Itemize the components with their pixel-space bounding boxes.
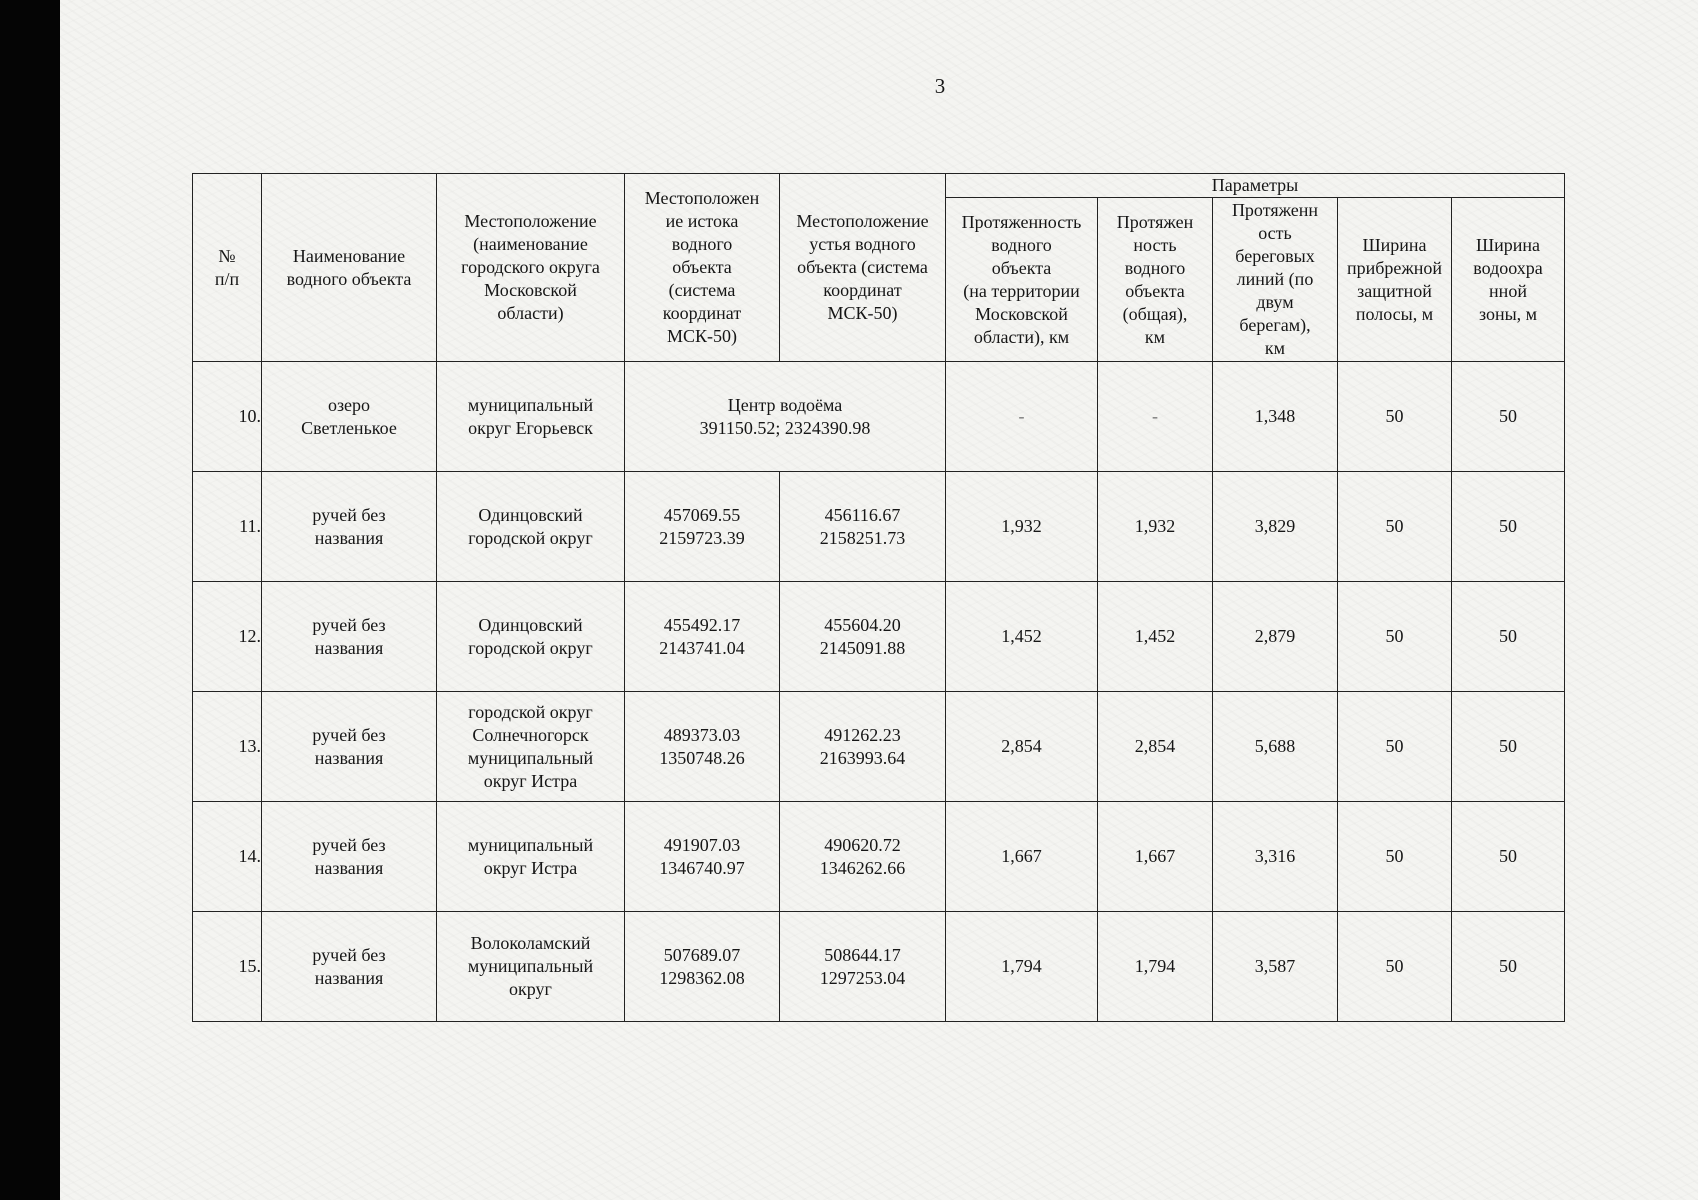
mouth-coordinates: [780, 472, 946, 582]
cell-text-line: городской округ: [468, 527, 593, 548]
cell-text-line: Московской: [484, 280, 577, 300]
row-number: 13.: [193, 692, 262, 802]
cell-text-line: устья водного: [809, 234, 916, 254]
coastal-strip-cell: 50: [1338, 802, 1452, 912]
cell-text-line: водного: [1124, 257, 1186, 278]
protection-zone-cell: 50: [1452, 692, 1565, 802]
location-cell: [437, 582, 625, 692]
cell-text-line: 491262.23: [824, 724, 901, 745]
protection-zone-cell: 50: [1452, 472, 1565, 582]
cell-text-line: Волоколамский: [470, 933, 591, 953]
shoreline-cell: 3,587: [1213, 912, 1338, 1022]
cell-text-line: 2145091.88: [819, 637, 906, 658]
cell-text-line: нной: [1489, 280, 1527, 301]
cell-text-line: 391150.52; 2324390.98: [699, 417, 871, 438]
cell-text-line: Солнечногорск: [472, 724, 589, 745]
cell-text-line: муниципальный: [467, 956, 594, 976]
length-total-cell: 2,854: [1098, 692, 1213, 802]
cell-text-line: объекта: [672, 257, 732, 277]
cell-text-line: полосы, м: [1355, 303, 1434, 324]
coastal-strip-cell: 50: [1338, 692, 1452, 802]
source-coordinates: [625, 802, 780, 912]
cell-text-line: п/п: [214, 268, 240, 289]
cell-text-line: водоохра: [1473, 257, 1543, 278]
cell-text-line: городского округа: [461, 257, 600, 277]
mouth-coordinates: [780, 912, 946, 1022]
water-object-name: [262, 912, 437, 1022]
cell-text-line: области), км: [973, 326, 1070, 347]
location-cell: [437, 912, 625, 1022]
row-number: 10.: [193, 362, 262, 472]
cell-text-line: названия: [314, 747, 384, 768]
cell-text-line: ручей без: [312, 834, 386, 855]
length-region-cell: 1,932: [946, 472, 1098, 582]
cell-text-line: (на территории: [963, 280, 1080, 301]
cell-text-line: Одинцовский: [478, 614, 583, 635]
cell-text-line: 507689.07: [663, 944, 741, 965]
length-region-cell: -: [946, 362, 1098, 472]
cell-text-line: городской округ: [468, 701, 593, 722]
cell-text-line: координат: [823, 280, 902, 300]
cell-text-line: городской округ: [468, 637, 593, 658]
shoreline-cell: 3,316: [1213, 802, 1338, 912]
cell-text-line: берегам),: [1239, 315, 1311, 335]
location-cell: [437, 472, 625, 582]
shoreline-cell: 5,688: [1213, 692, 1338, 802]
water-object-name: [262, 582, 437, 692]
protection-zone-cell: 50: [1452, 362, 1565, 472]
shoreline-cell: 1,348: [1213, 362, 1338, 472]
cell-text-line: названия: [314, 637, 384, 658]
length-region-cell: 1,452: [946, 582, 1098, 692]
cell-text-line: 456116.67: [824, 504, 901, 525]
header-name: [262, 174, 437, 362]
cell-text-line: 1298362.08: [659, 967, 745, 988]
cell-text-line: Наименование: [292, 245, 406, 266]
cell-text-line: ость: [1258, 223, 1292, 243]
header-parameters: Параметры: [946, 174, 1565, 198]
cell-text-line: 2143741.04: [659, 637, 745, 658]
cell-text-line: водного объекта: [286, 268, 412, 289]
length-total-cell: 1,794: [1098, 912, 1213, 1022]
cell-text-line: 490620.72: [824, 834, 901, 855]
length-total-cell: 1,452: [1098, 582, 1213, 692]
cell-text-line: округ Истра: [483, 857, 578, 878]
cell-text-line: области): [497, 303, 564, 323]
shoreline-cell: 3,829: [1213, 472, 1338, 582]
length-region-cell: 1,667: [946, 802, 1098, 912]
table-row: [193, 582, 1565, 692]
length-region-cell: 2,854: [946, 692, 1098, 802]
source-coordinates: [625, 472, 780, 582]
header-coastal-strip: [1338, 198, 1452, 362]
cell-text-line: Местоположение: [796, 211, 929, 231]
cell-text-line: 508644.17: [824, 944, 901, 965]
water-objects-table: [192, 173, 1565, 1022]
cell-text-line: 491907.03: [663, 834, 741, 855]
cell-text-line: км: [1144, 326, 1166, 347]
table-header-row: [193, 174, 1565, 198]
cell-text-line: ручей без: [312, 724, 386, 745]
header-protection-zone: [1452, 198, 1565, 362]
header-shoreline: [1213, 198, 1338, 362]
row-number: 15.: [193, 912, 262, 1022]
cell-text-line: 455604.20: [824, 614, 901, 635]
cell-text-line: Протяженн: [1231, 200, 1319, 220]
cell-text-line: 1346262.66: [819, 857, 906, 878]
row-number: 11.: [193, 472, 262, 582]
table-row: [193, 912, 1565, 1022]
cell-text-line: водного: [671, 234, 733, 254]
table-row: [193, 362, 1565, 472]
cell-text-line: названия: [314, 527, 384, 548]
cell-text-line: названия: [314, 967, 384, 988]
cell-text-line: округ Егорьевск: [468, 417, 593, 438]
header-length-region: [946, 198, 1098, 362]
source-coordinates: [625, 692, 780, 802]
cell-text-line: Протяженность: [961, 211, 1082, 232]
cell-text-line: 2163993.64: [819, 747, 906, 768]
source-coordinates: [625, 582, 780, 692]
cell-text-line: ручей без: [312, 944, 386, 965]
cell-text-line: Ширина: [1362, 234, 1427, 255]
protection-zone-cell: 50: [1452, 912, 1565, 1022]
cell-text-line: объекта (система: [797, 257, 928, 277]
cell-text-line: 1346740.97: [659, 857, 745, 878]
cell-text-line: Светленькое: [301, 417, 397, 438]
cell-text-line: ность: [1133, 234, 1177, 255]
table-row: [193, 692, 1565, 802]
cell-text-line: округ: [509, 979, 552, 999]
cell-text-line: Московской: [975, 303, 1068, 324]
cell-text-line: ручей без: [312, 504, 386, 525]
cell-text-line: округ Истра: [483, 770, 578, 791]
length-total-cell: 1,667: [1098, 802, 1213, 912]
cell-text-line: муниципальный: [467, 394, 594, 415]
location-cell: [437, 692, 625, 802]
cell-text-line: зоны, м: [1478, 303, 1538, 324]
water-object-name: [262, 692, 437, 802]
water-object-name: [262, 472, 437, 582]
cell-text-line: прибрежной: [1346, 257, 1443, 278]
row-number: 12.: [193, 582, 262, 692]
cell-text-line: 457069.55: [663, 504, 741, 525]
header-location: [437, 174, 625, 362]
cell-text-line: 455492.17: [663, 614, 741, 635]
coastal-strip-cell: 50: [1338, 582, 1452, 692]
cell-text-line: 1350748.26: [659, 747, 745, 768]
cell-text-line: координат: [662, 303, 742, 323]
coastal-strip-cell: 50: [1338, 362, 1452, 472]
cell-text-line: км: [1264, 338, 1286, 358]
table-row: [193, 472, 1565, 582]
cell-text-line: названия: [314, 857, 384, 878]
length-region-cell: 1,794: [946, 912, 1098, 1022]
mouth-coordinates: [780, 802, 946, 912]
cell-text-line: (система: [668, 280, 736, 300]
cell-text-line: муниципальный: [467, 834, 594, 855]
coastal-strip-cell: 50: [1338, 472, 1452, 582]
mouth-coordinates: [780, 692, 946, 802]
cell-text-line: Одинцовский: [478, 504, 583, 525]
page-number: 3: [934, 74, 946, 98]
source-coordinates: [625, 912, 780, 1022]
cell-text-line: объекта: [991, 257, 1052, 278]
cell-text-line: озеро: [327, 394, 371, 415]
protection-zone-cell: 50: [1452, 582, 1565, 692]
water-object-name: [262, 802, 437, 912]
cell-text-line: Центр водоёма: [727, 394, 843, 415]
cell-text-line: №: [218, 245, 236, 266]
cell-text-line: Протяжен: [1116, 211, 1194, 232]
cell-text-line: объекта: [1125, 280, 1185, 301]
cell-text-line: (общая),: [1122, 303, 1188, 324]
location-cell: [437, 362, 625, 472]
scan-dark-edge: [0, 0, 60, 1200]
cell-text-line: защитной: [1357, 280, 1432, 301]
cell-text-line: 2158251.73: [819, 527, 906, 548]
shoreline-cell: 2,879: [1213, 582, 1338, 692]
cell-text-line: двум: [1256, 292, 1294, 312]
header-length-total: [1098, 198, 1213, 362]
protection-zone-cell: 50: [1452, 802, 1565, 912]
cell-text-line: ие истока: [665, 211, 739, 231]
mouth-coordinates: [780, 582, 946, 692]
header-mouth: [780, 174, 946, 362]
cell-text-line: (наименование: [473, 234, 588, 254]
cell-text-line: водного: [991, 234, 1052, 255]
header-source: [625, 174, 780, 362]
cell-text-line: 2159723.39: [659, 527, 745, 548]
table-row: [193, 802, 1565, 912]
location-cell: [437, 802, 625, 912]
center-coordinates: [625, 362, 946, 472]
header-num: [193, 174, 262, 362]
cell-text-line: муниципальный: [467, 747, 594, 768]
cell-text-line: 1297253.04: [819, 967, 906, 988]
cell-text-line: Местоположен: [644, 188, 760, 208]
cell-text-line: Местоположение: [464, 211, 597, 231]
cell-text-line: ручей без: [312, 614, 386, 635]
length-total-cell: -: [1098, 362, 1213, 472]
length-total-cell: 1,932: [1098, 472, 1213, 582]
cell-text-line: МСК-50): [666, 326, 737, 346]
coastal-strip-cell: 50: [1338, 912, 1452, 1022]
cell-text-line: 489373.03: [663, 724, 741, 745]
row-number: 14.: [193, 802, 262, 912]
water-object-name: [262, 362, 437, 472]
cell-text-line: линий (по: [1236, 269, 1314, 289]
cell-text-line: МСК-50): [827, 303, 898, 323]
cell-text-line: береговых: [1235, 246, 1315, 266]
cell-text-line: Ширина: [1475, 234, 1541, 255]
